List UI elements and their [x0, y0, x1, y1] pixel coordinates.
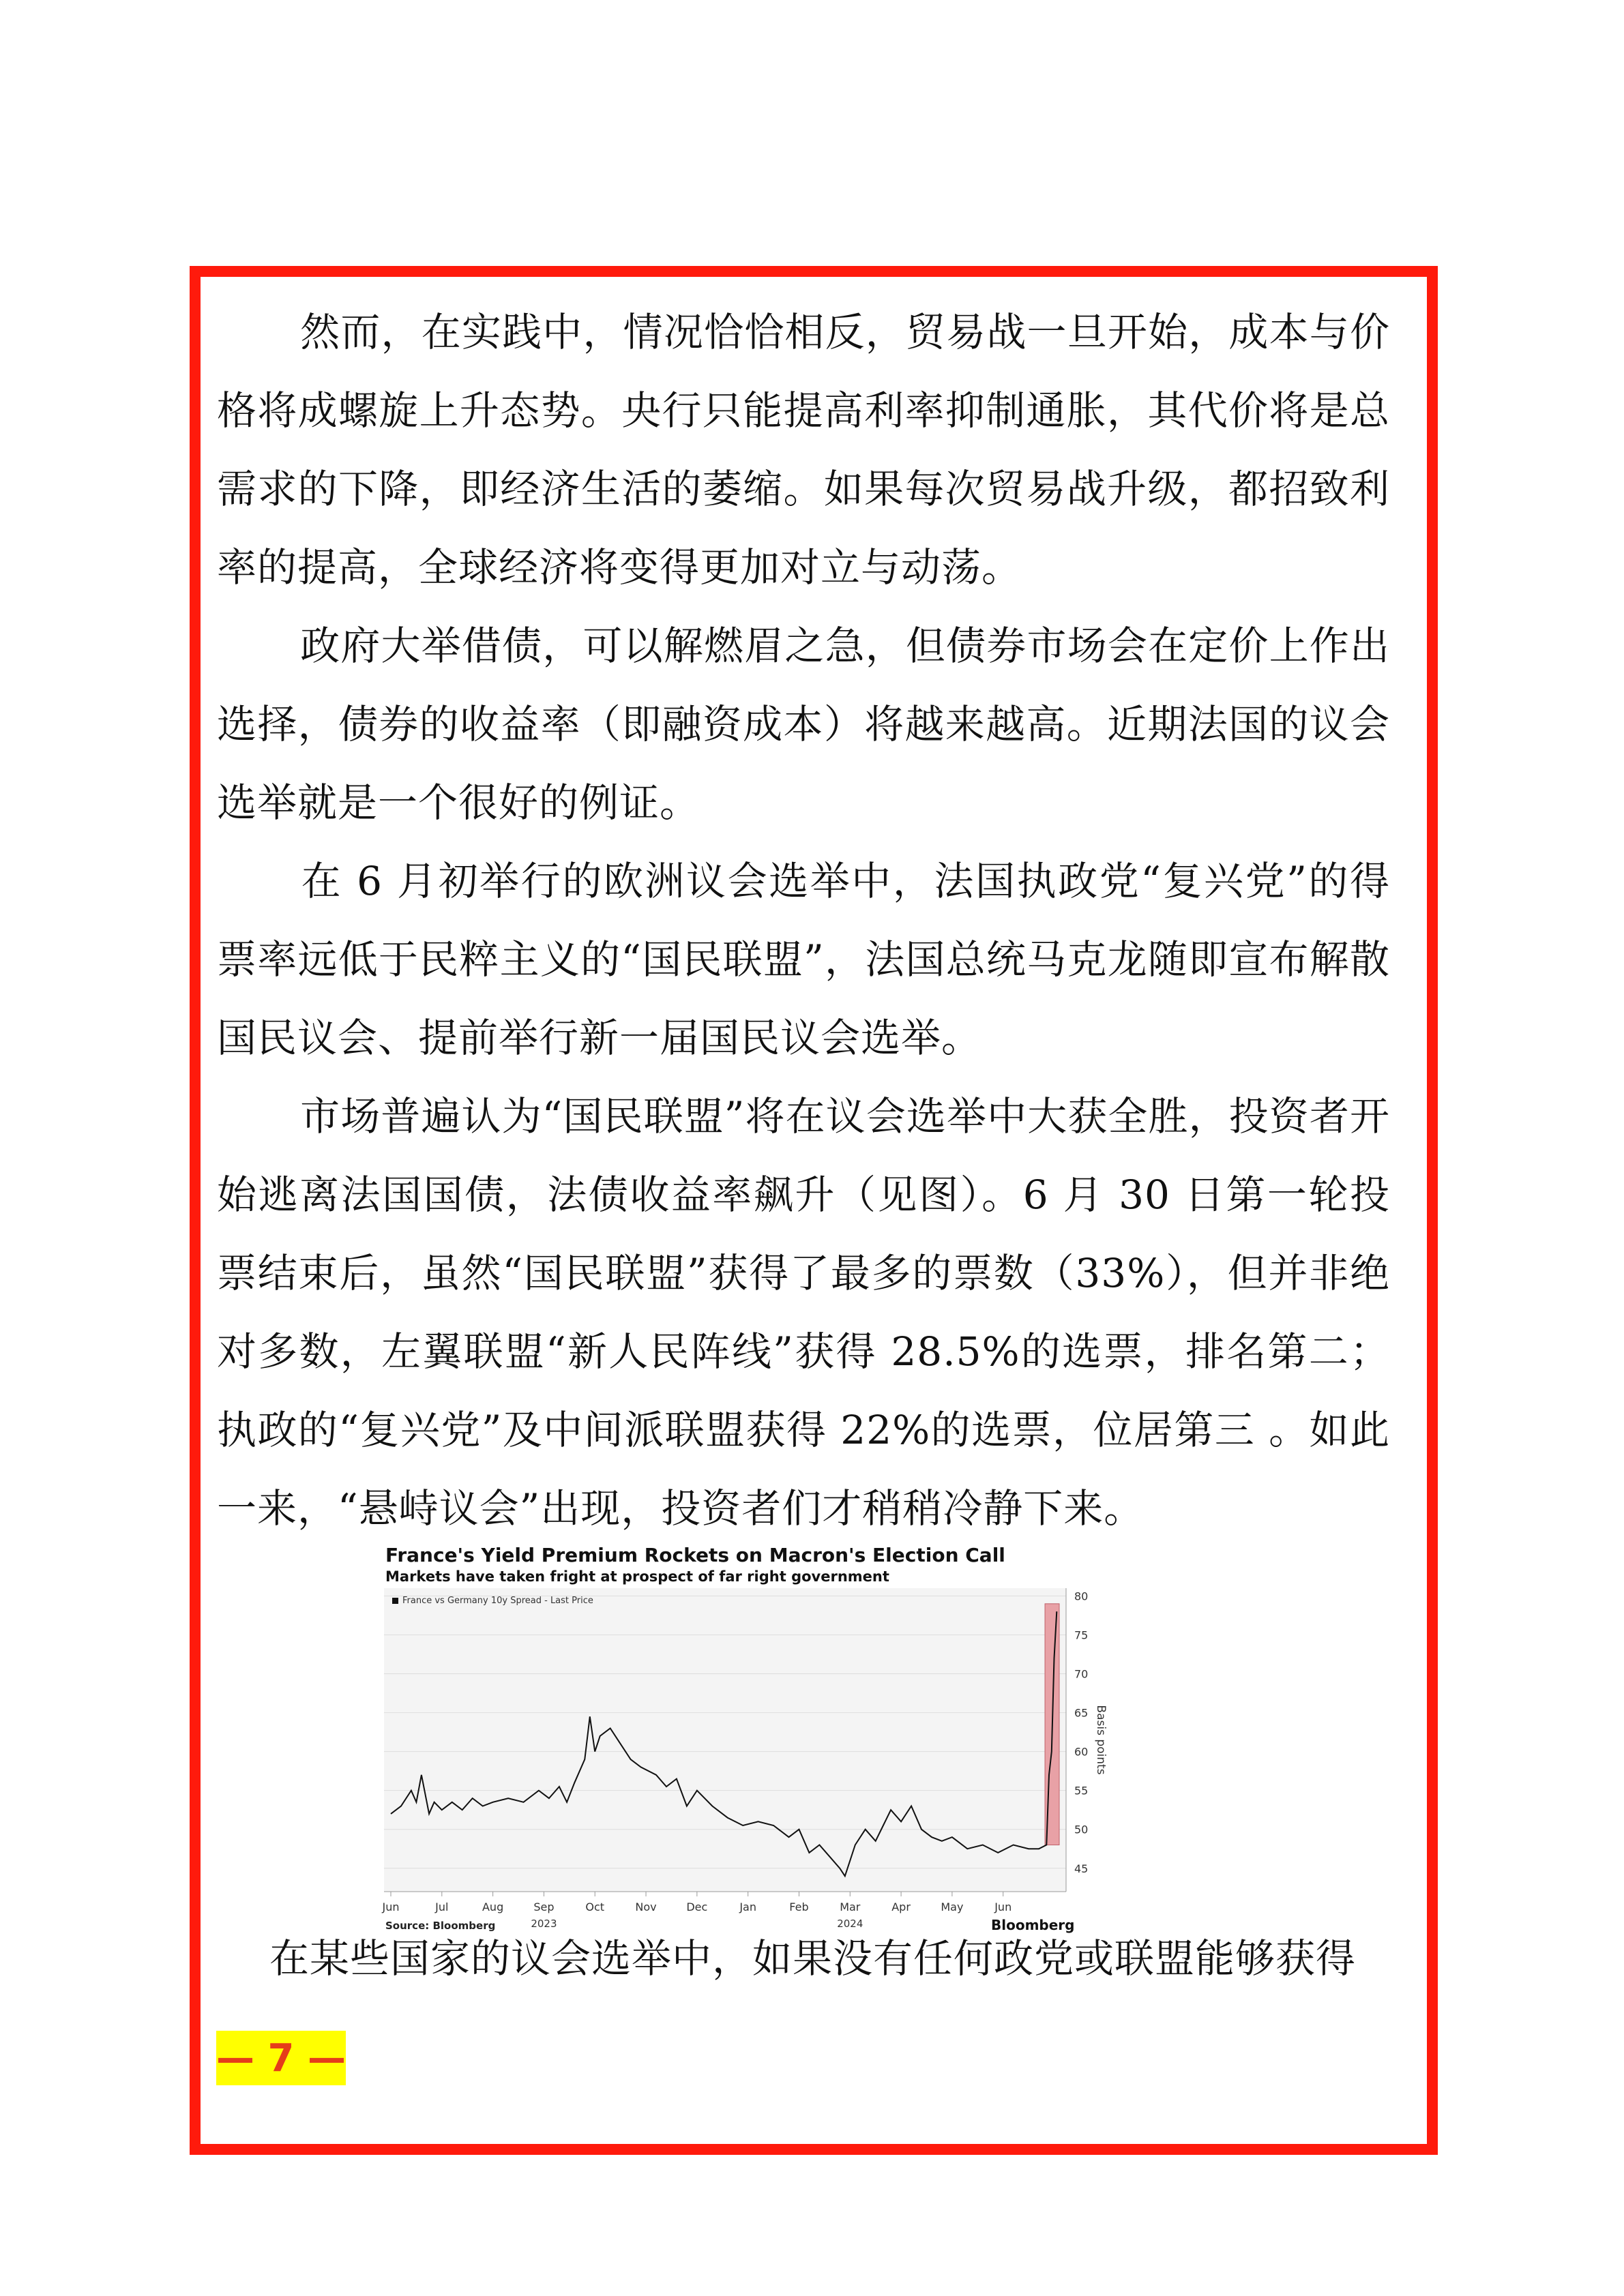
- chart-subtitle: Markets have taken fright at prospect of far right government: [385, 1568, 889, 1585]
- x-tick-label: Oct: [585, 1900, 605, 1913]
- x-tick-label: Jun: [382, 1900, 400, 1913]
- y-tick-label: 45: [1074, 1862, 1089, 1875]
- y-tick-label: 80: [1074, 1590, 1089, 1603]
- spread-chart: [372, 1542, 1108, 1938]
- x-tick-label: Dec: [686, 1900, 708, 1913]
- chart-source: Source: Bloomberg: [385, 1920, 496, 1932]
- x-tick-label: Sep: [533, 1900, 555, 1913]
- x-tick-label: May: [941, 1900, 964, 1913]
- x-tick-label: Jun: [994, 1900, 1012, 1913]
- paragraph-5: 在某些国家的议会选举中，如果没有任何政党或联盟能够获得: [269, 1935, 1357, 1982]
- x-year-label: 2024: [837, 1918, 863, 1930]
- paragraph-3: 在 6 月初举行的欧洲议会选举中，法国执政党“复兴党”的得票率远低于民粹主义的“国民联盟”，法国总统马克龙随即宣布解散国民议会、提前举行新一届国民议会选举。: [217, 858, 1390, 1061]
- y-tick-label: 60: [1074, 1745, 1089, 1759]
- y-tick-label: 65: [1074, 1706, 1089, 1720]
- x-tick-label: Feb: [789, 1900, 809, 1913]
- chart-canvas: [372, 1542, 1108, 1938]
- y-tick-label: 70: [1074, 1667, 1089, 1681]
- y-tick-label: 50: [1074, 1823, 1089, 1836]
- x-tick-label: Aug: [482, 1900, 504, 1913]
- x-tick-label: Apr: [891, 1900, 911, 1913]
- paragraph-4: 市场普遍认为“国民联盟”将在议会选举中大获全胜，投资者开始逃离法国国债，法债收益率飙升（见图）。6 月 30 日第一轮投票结束后，虽然“国民联盟”获得了最多的票数（33%），但并非绝对多数，左翼联盟“新人民阵线”获得 28.5%的选票，排名第二；执政的“复兴党”及中间派联盟获得 22%的选票，位居第三 。如此一来，“悬峙议会”出现，投资者们才稍稍冷静下来。: [217, 1093, 1390, 1532]
- x-tick-label: Mar: [840, 1900, 861, 1913]
- legend-label: France vs Germany 10y Spread - Last Price: [402, 1596, 593, 1606]
- x-year-label: 2023: [531, 1918, 557, 1930]
- x-tick-label: Jul: [435, 1900, 449, 1913]
- x-tick-label: Nov: [635, 1900, 657, 1913]
- page-number: — 7 —: [216, 2031, 346, 2085]
- chart-title: France's Yield Premium Rockets on Macron's Election Call: [385, 1544, 1005, 1566]
- y-tick-label: 55: [1074, 1784, 1089, 1798]
- paragraph-2: 政府大举借债，可以解燃眉之急，但债券市场会在定价上作出选择，债券的收益率（即融资成本）将越来越高。近期法国的议会选举就是一个很好的例证。: [217, 623, 1390, 826]
- y-axis-label: Basis points: [1094, 1705, 1108, 1775]
- y-tick-label: 75: [1074, 1628, 1089, 1642]
- bloomberg-logo: Bloomberg: [991, 1917, 1075, 1933]
- paragraph-1: 然而，在实践中，情况恰恰相反，贸易战一旦开始，成本与价格将成螺旋上升态势。央行只能提高利率抑制通胀，其代价将是总需求的下降，即经济生活的萎缩。如果每次贸易战升级，都招致利率的提高，全球经济将变得更加对立与动荡。: [217, 309, 1390, 591]
- x-tick-label: Jan: [739, 1900, 756, 1913]
- spread-line: [391, 1611, 1057, 1876]
